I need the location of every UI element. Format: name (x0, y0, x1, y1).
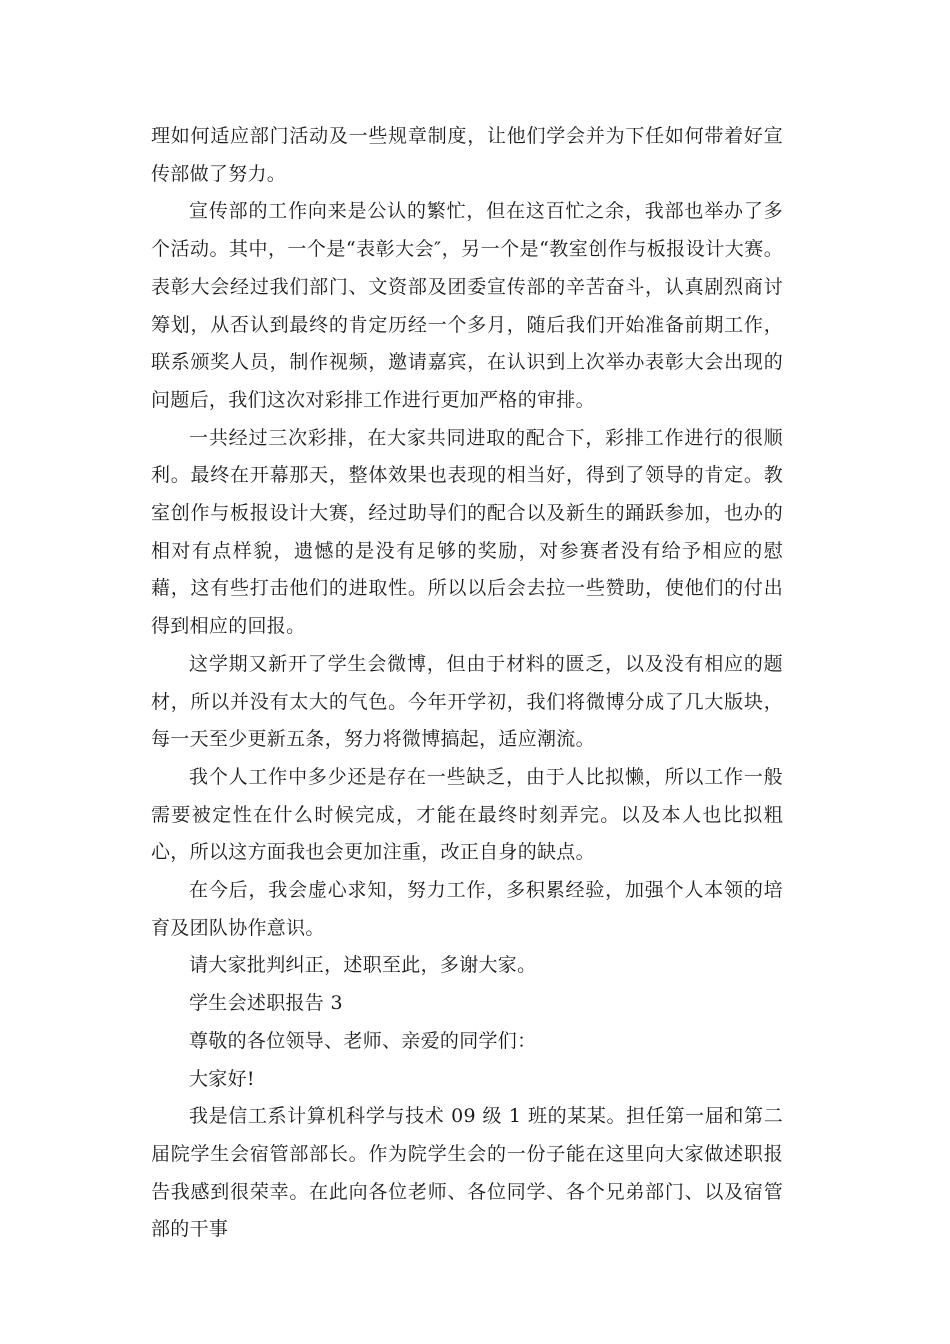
paragraph-introduction: 我是信工系计算机科学与技术 09 级 1 班的某某。担任第一届和第二届院学生会宿管部部长。作为院学生会的一份子能在这里向大家做述职报告我感到很荣幸。在此向各位老师、各位同学、各个兄弟部门、以及宿管部的干事 (151, 1105, 783, 1241)
paragraph-continued: 理如何适应部门活动及一些规章制度，让他们学会并为下任如何带着好宣传部做了努力。 (151, 125, 783, 185)
report-title: 学生会述职报告 3 (189, 992, 343, 1015)
paragraph-publicity-activities: 宣传部的工作向来是公认的繁忙，但在这百忙之余，我部也举办了多个活动。其中，一个是“表彰大会″，另一个是“教室创作与板报设计大赛。表彰大会经过我们部门、文资部及团委宣传部的辛苦奋斗，认真剧烈商讨筹划，从否认到最终的肯定历经一个多月，随后我们开始准备前期工作，联系颁奖人员，制作视频，邀请嘉宾，在认识到上次举办表彰大会出现的问题后，我们这次对彩排工作进行更加严格的审排。 (151, 200, 783, 411)
paragraph-shortcomings: 我个人工作中多少还是存在一些缺乏，由于人比拟懒，所以工作一般需要被定性在什么时候完成，才能在最终时刻弄完。以及本人也比拟粗心，所以这方面我也会更加注重，改正自身的缺点。 (151, 765, 783, 864)
paragraph-weibo: 这学期又新开了学生会微博，但由于材料的匮乏，以及没有相应的题材，所以并没有太大的气色。今年开学初，我们将微博分成了几大版块，每一天至少更新五条，努力将微博搞起，适应潮流。 (151, 652, 783, 751)
greeting: 大家好! (189, 1067, 255, 1090)
paragraph-rehearsal: 一共经过三次彩排，在大家共同进取的配合下，彩排工作进行的很顺利。最终在开幕那天，整体效果也表现的相当好，得到了领导的肯定。教室创作与板报设计大赛，经过助导们的配合以及新生的踊跃参加，也办的相对有点样貌，遗憾的是没有足够的奖励，对参赛者没有给予相应的慰藉，这有些打击他们的进取性。所以以后会去拉一些赞助，使他们的付出得到相应的回报。 (151, 426, 783, 638)
document-body (151, 118, 783, 1249)
paragraph-future: 在今后，我会虚心求知，努力工作，多积累经验，加强个人本领的培育及团队协作意识。 (151, 879, 783, 939)
salutation: 尊敬的各位领导、老师、亲爱的同学们： (189, 1029, 537, 1052)
paragraph-closing: 请大家批判纠正，述职至此，多谢大家。 (189, 954, 537, 977)
